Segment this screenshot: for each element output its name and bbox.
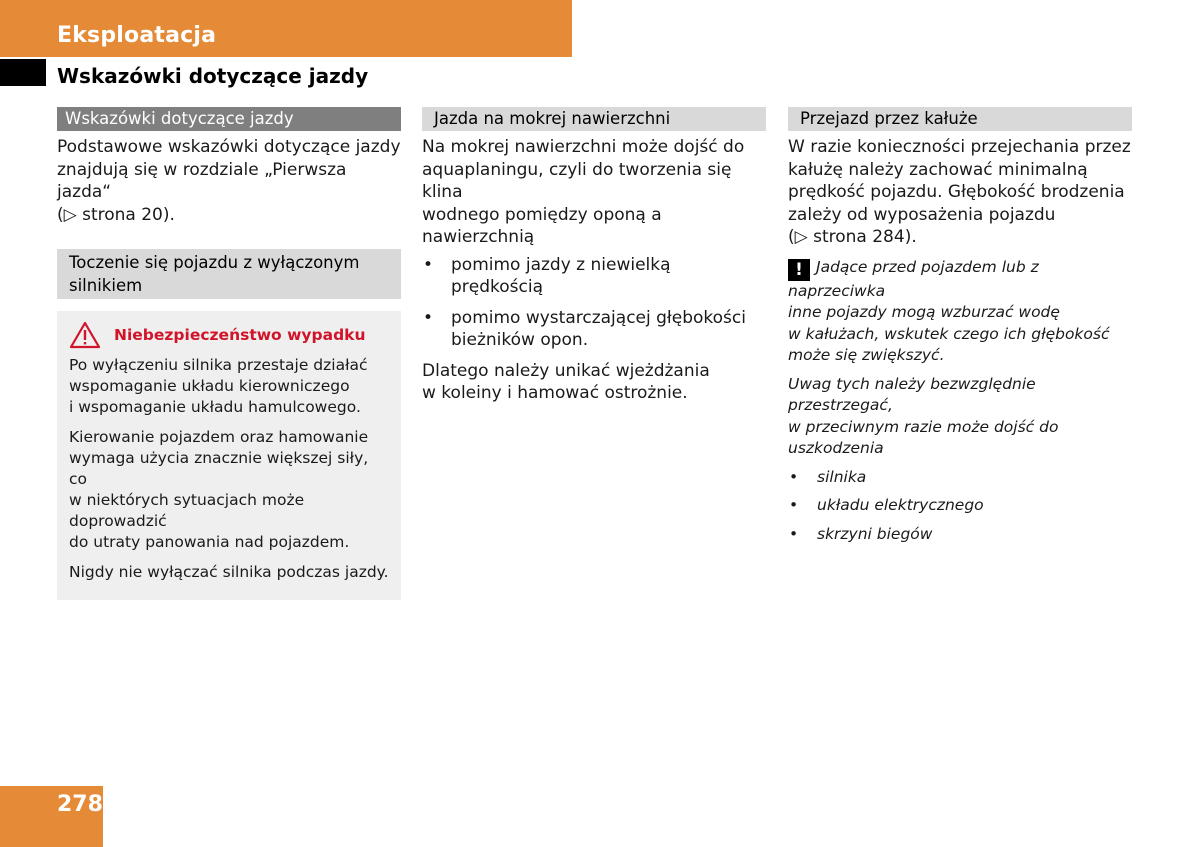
text-line: aquaplaningu, czyli do tworzenia się klina (422, 159, 732, 202)
section-heading-puddles: Przejazd przez kałuże (788, 107, 1132, 131)
text-line: uszkodzenia (788, 439, 884, 457)
puddles-text (788, 136, 1132, 249)
text-line: inne pojazdy mogą wzburzać wodę (788, 303, 1060, 321)
list-item: • pomimo jazdy z niewielką prędkością (422, 254, 766, 299)
text-line: w kałużach, wskutek czego ich głębokość (788, 324, 1110, 343)
text-line: i wspomaganie układu hamulcowego. (69, 398, 361, 416)
warning-triangle-icon (69, 321, 101, 349)
text-line: zależy od wyposażenia pojazdu (788, 204, 1056, 225)
chapter-title: Eksploatacja (57, 23, 217, 48)
section-heading-wet-road: Jazda na mokrej nawierzchni (422, 107, 766, 131)
text-line: Kierowanie pojazdem oraz hamowanie (69, 428, 369, 446)
warning-title: Niebezpieczeństwo wypadku (114, 326, 366, 344)
list-item: • skrzyni biegów (788, 524, 1132, 546)
text-line: wspomaganie układu kierowniczego (69, 377, 350, 395)
text-line: Na mokrej nawierzchni może dojść do (422, 137, 745, 157)
wet-road-intro (422, 136, 766, 249)
text-line: Dlatego należy unikać wjeżdżania (422, 360, 710, 381)
text-line: znajdują się w rozdziale „Pierwsza jazda“ (57, 159, 347, 202)
text-line: W razie konieczności przejechania przez (788, 137, 1131, 157)
text-line: kałużę należy zachować minimalną (788, 159, 1088, 180)
text-line: Uwag tych należy bezwzględnie przestrzegać, (788, 374, 1036, 414)
text-line: do utraty panowania nad pojazdem. (69, 533, 350, 551)
warning-header (69, 321, 389, 349)
warning-box (57, 311, 401, 600)
driving-tips-text (57, 136, 401, 226)
page-number: 278 (57, 792, 103, 817)
text-line: Po wyłączeniu silnika przestaje działać (69, 356, 368, 374)
text-line: w niektórych sytuacjach może doprowadzić (69, 491, 305, 530)
text-line: pomimo wystarczającej głębokości (451, 307, 746, 328)
section-heading-coasting: Toczenie się pojazdu z wyłączonym silnikiem (57, 249, 401, 299)
list-item (422, 307, 766, 352)
warning-paragraph: Nigdy nie wyłączać silnika podczas jazdy. (69, 563, 389, 581)
text-line: Jadące przed pojazdem lub z naprzeciwka (788, 257, 1039, 300)
text-line: może się zwiększyć. (788, 346, 945, 364)
text-line: wymaga użycia znacznie większej siły, co (69, 449, 369, 488)
exclamation-icon: ! (788, 259, 810, 281)
caution-note (788, 257, 1132, 546)
page-reference: (▷ strona 20). (57, 204, 175, 225)
section-marker (0, 59, 46, 86)
text-line: prędkość pojazdu. Głębokość brodzenia (788, 182, 1125, 202)
text-line: Podstawowe wskazówki dotyczące jazdy (57, 137, 401, 157)
section-heading-driving-tips: Wskazówki dotyczące jazdy (57, 107, 401, 131)
warning-paragraph (69, 427, 389, 553)
column-1 (57, 107, 401, 600)
text-line: wodnego pomiędzy oponą a nawierzchnią (422, 204, 662, 247)
page-title: Wskazówki dotyczące jazdy (57, 64, 369, 88)
page-reference: (▷ strona 284). (788, 227, 917, 247)
text-line: bieżników opon. (451, 330, 589, 350)
text-line: w koleiny i hamować ostrożnie. (422, 383, 688, 403)
caution-paragraph (788, 374, 1132, 460)
caution-paragraph (788, 257, 1132, 367)
column-2 (422, 107, 766, 405)
wet-road-list (422, 254, 766, 352)
warning-paragraph (69, 355, 389, 418)
list-item: • silnika (788, 467, 1132, 489)
wet-road-outro (422, 360, 766, 405)
damage-list (788, 467, 1132, 546)
text-line: w przeciwnym razie może dojść do (788, 417, 1059, 436)
column-3 (788, 107, 1132, 552)
list-item: • układu elektrycznego (788, 495, 1132, 517)
